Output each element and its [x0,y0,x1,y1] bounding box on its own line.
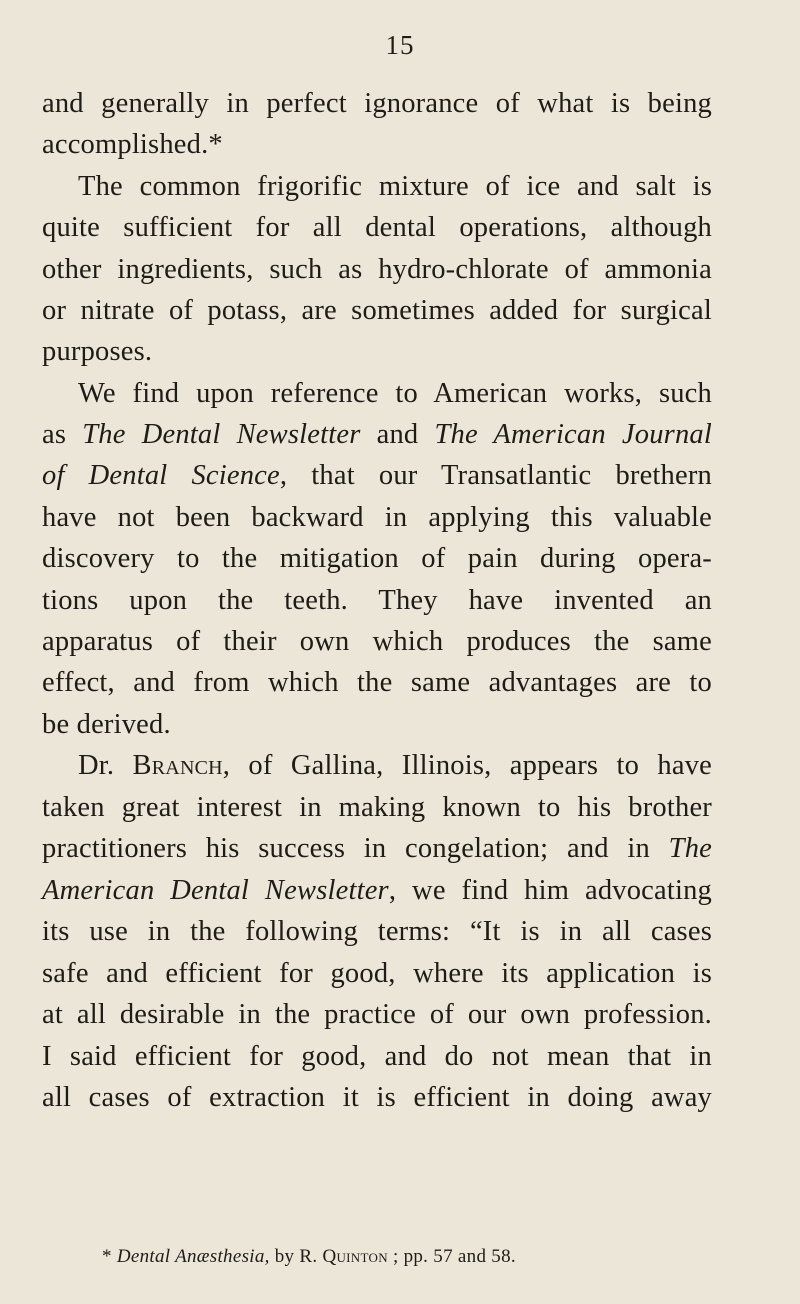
footnote-text: by R. [269,1246,323,1267]
text-run: , that our Transatlantic brethern [279,460,712,491]
text-line: other ingredients, such as hydro-chlorate of ammonia [42,254,712,285]
text-line: be derived. [42,709,171,740]
journal-title: The American Journal [434,419,712,450]
text-run: , we find him advocating [388,875,712,906]
text-run: practitioners his success in congelation; and in [42,833,669,864]
footnote-author: Quinton [322,1246,388,1267]
text-run: as [42,419,83,450]
text-line [42,418,712,452]
text-line: discovery to the mitigation of pain during opera- [42,543,712,574]
paragraph-start: We find upon reference to American works, such [78,378,712,409]
text-line: or nitrate of potass, are sometimes added for surgical [42,295,712,326]
paragraph-start [78,749,712,783]
text-line: effect, and from which the same advantages are to [42,667,712,698]
page-number: 15 [385,30,415,60]
text-line: its use in the following terms: “It is in all cases [42,916,712,947]
text-line: quite sufficient for all dental operations, although [42,212,712,243]
text-line: I said efficient for good, and do not mean that in [42,1041,712,1072]
text-line [42,459,712,493]
text-line: taken great interest in making known to his brother [42,792,712,823]
text-run: Dr. [78,750,133,781]
text-run: and [360,419,435,450]
journal-title: The Dental Newsletter [82,419,361,450]
text-line: at all desirable in the practice of our own profession. [42,999,712,1030]
paragraph-start: The common frigorific mixture of ice and salt is [78,171,712,202]
text-line: all cases of extraction it is efficient in doing away [42,1082,712,1113]
footnote-pages: ; pp. 57 and 58. [387,1246,516,1267]
text-run: , of Gallina, Illinois, appears to have [222,750,712,781]
text-line [42,874,712,908]
person-name: Branch [132,750,223,781]
text-line: safe and efficient for good, where its application is [42,958,712,989]
text-line: have not been backward in applying this valuable [42,502,712,533]
footnote-marker: * [102,1246,117,1267]
text-line [42,832,712,866]
text-line: purposes. [42,336,153,367]
text-line: accomplished.* [42,129,223,160]
text-line: apparatus of their own which produces the same [42,626,712,657]
text-line: and generally in perfect ignorance of what is being [42,88,712,119]
text-line: tions upon the teeth. They have invented an [42,585,712,616]
journal-title: The [668,833,712,864]
journal-title: American Dental Newsletter [42,875,389,906]
journal-title: of Dental Science [42,460,280,491]
footnote-title: Dental Anæsthesia, [116,1246,270,1267]
footnote [102,1246,702,1268]
